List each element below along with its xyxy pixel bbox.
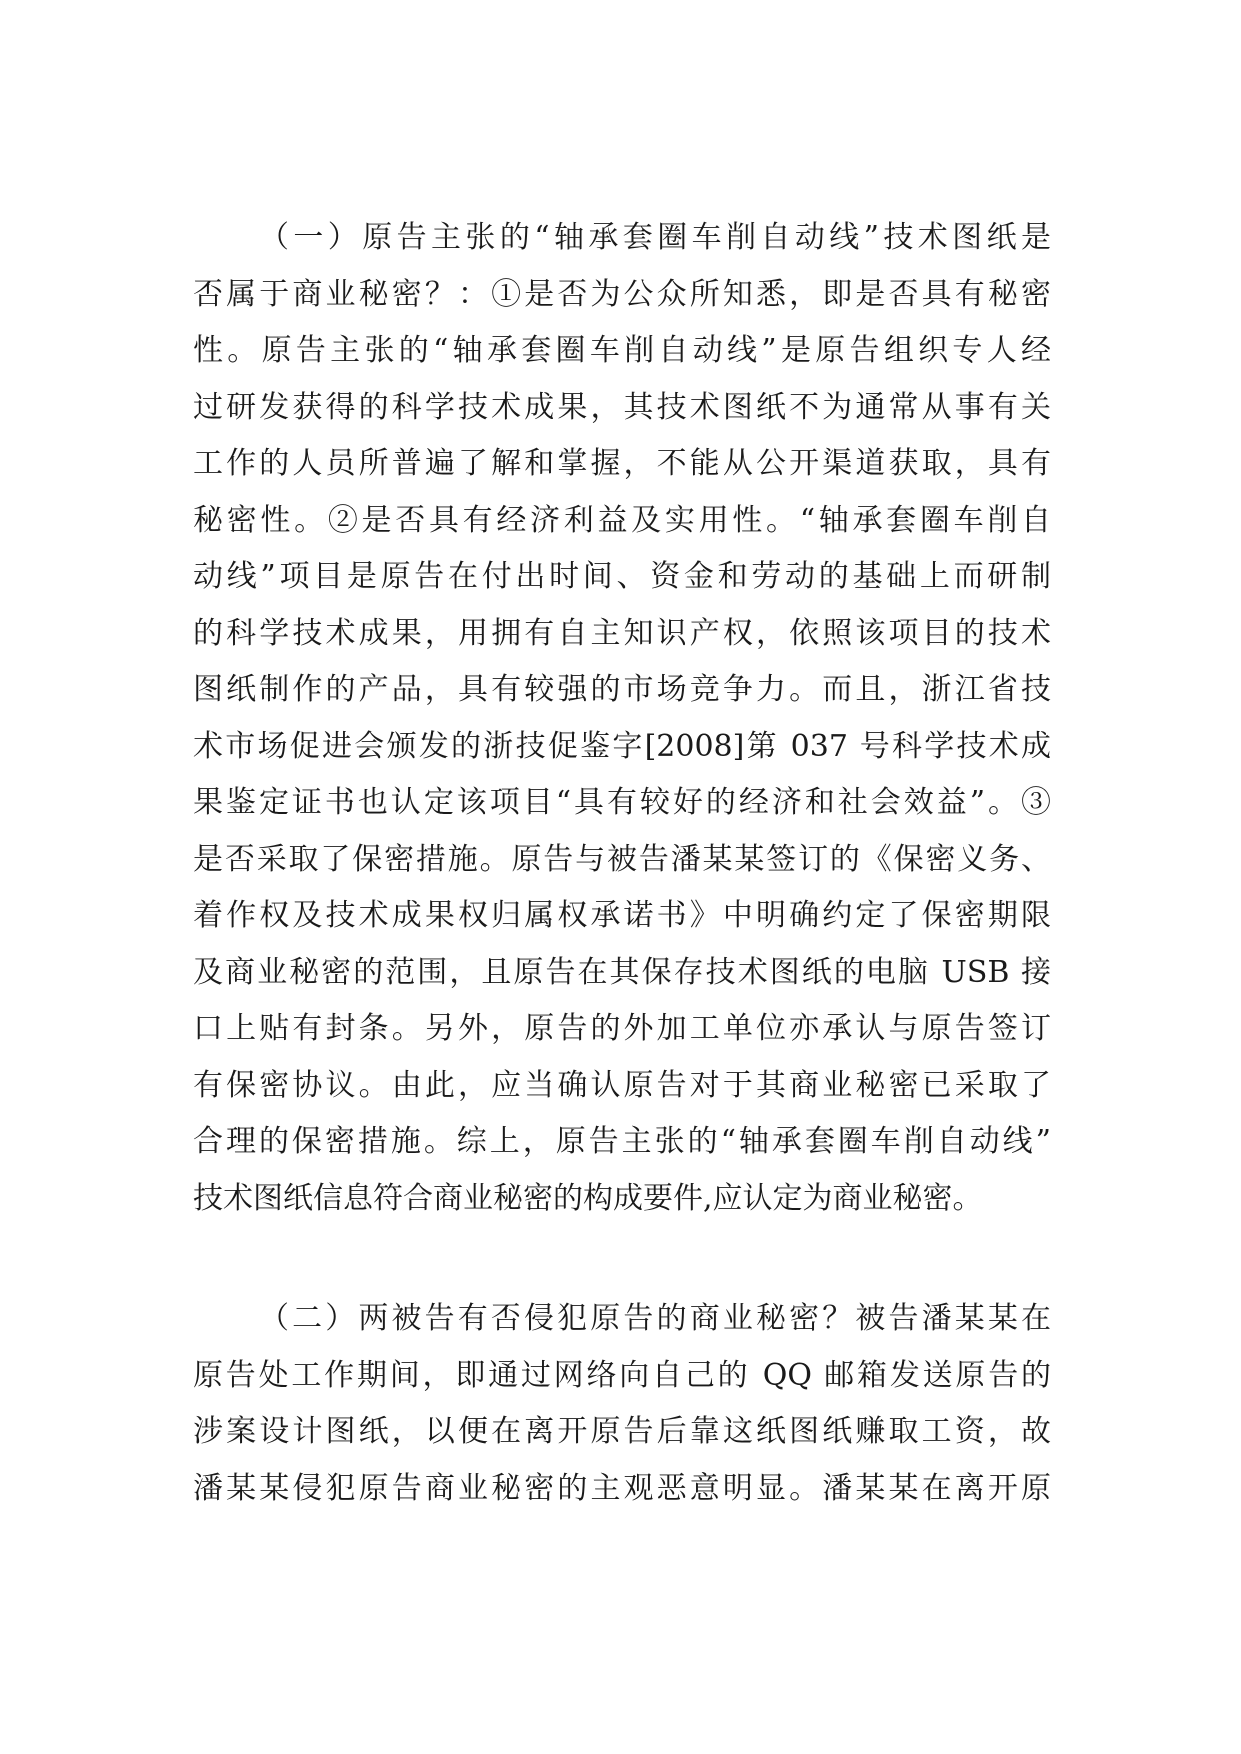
text-line: 动线”项目是原告在付出时间、资金和劳动的基础上而研制 xyxy=(193,559,1051,594)
text-line: 性。原告主张的“轴承套圈车削自动线”是原告组织专人经 xyxy=(193,333,1051,368)
text-line: 技术图纸信息符合商业秘密的构成要件,应认定为商业秘密。 xyxy=(193,1180,983,1216)
text-line: 原告处工作期间，即通过网络向自己的 QQ 邮箱发送原告的 xyxy=(193,1357,1051,1393)
text-line: 及商业秘密的范围，且原告在其保存技术图纸的电脑 USB 接 xyxy=(193,954,1051,990)
text-line: 有保密协议。由此，应当确认原告对于其商业秘密已采取了 xyxy=(193,1067,1051,1103)
paragraph-2 xyxy=(193,1291,1051,1517)
text-line: （二）两被告有否侵犯原告的商业秘密？被告潘某某在 xyxy=(259,1301,1051,1336)
text-line: 合理的保密措施。综上，原告主张的“轴承套圈车削自动线” xyxy=(193,1124,1051,1159)
document-body xyxy=(193,210,1051,1517)
paragraph-1 xyxy=(193,210,1051,1227)
text-line: 潘某某侵犯原告商业秘密的主观恶意明显。潘某某在离开原 xyxy=(193,1470,1051,1506)
text-line: 果鉴定证书也认定该项目“具有较好的经济和社会效益”。③ xyxy=(193,785,1051,820)
paragraph-gap xyxy=(193,1227,1051,1291)
text-line: 否属于商业秘密？：①是否为公众所知悉，即是否具有秘密 xyxy=(193,276,1051,312)
text-line: （一）原告主张的“轴承套圈车削自动线”技术图纸是 xyxy=(259,220,1051,255)
text-line: 图纸制作的产品，具有较强的市场竞争力。而且，浙江省技 xyxy=(193,672,1051,707)
text-line: 工作的人员所普遍了解和掌握，不能从公开渠道获取，具有 xyxy=(193,446,1051,481)
text-line: 过研发获得的科学技术成果，其技术图纸不为通常从事有关 xyxy=(193,389,1051,425)
text-line: 是否采取了保密措施。原告与被告潘某某签订的《保密义务、 xyxy=(193,841,1051,877)
text-line: 口上贴有封条。另外，原告的外加工单位亦承认与原告签订 xyxy=(193,1011,1051,1046)
text-line: 涉案设计图纸，以便在离开原告后靠这纸图纸赚取工资，故 xyxy=(193,1414,1051,1449)
text-line: 着作权及技术成果权归属权承诺书》中明确约定了保密期限 xyxy=(193,898,1051,933)
text-line: 的科学技术成果，用拥有自主知识产权，依照该项目的技术 xyxy=(193,615,1051,651)
text-line: 术市场促进会颁发的浙技促鉴字[2008]第 037 号科学技术成 xyxy=(193,728,1051,764)
text-line: 秘密性。②是否具有经济利益及实用性。“轴承套圈车削自 xyxy=(193,502,1051,538)
